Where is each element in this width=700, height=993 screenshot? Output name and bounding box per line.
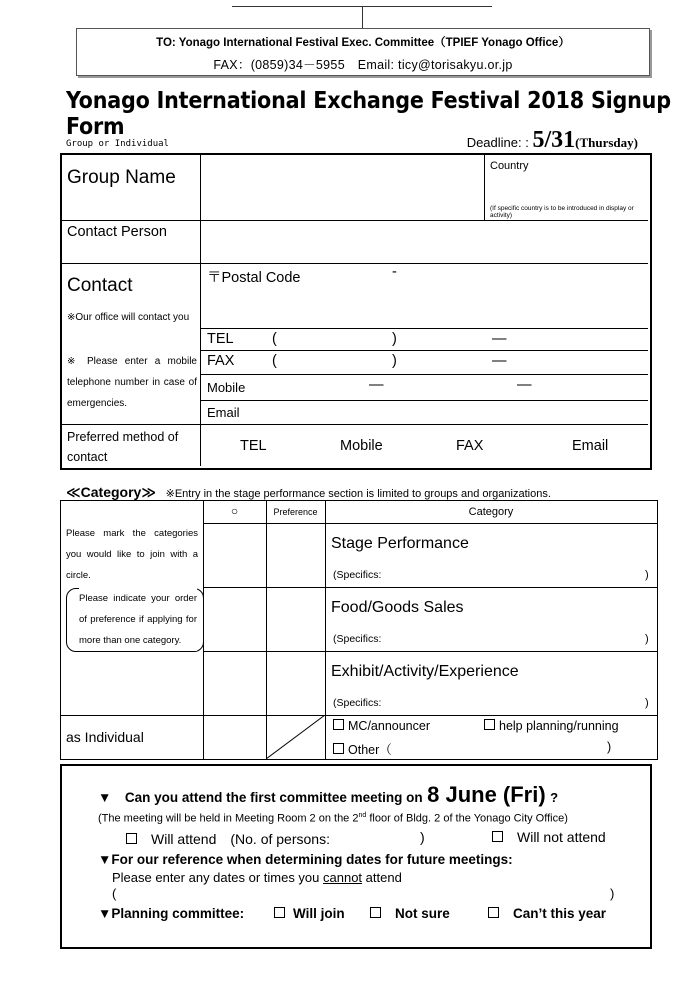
tel-label: TEL: [207, 331, 234, 347]
group-name-label: Group Name: [67, 167, 176, 188]
mobile-dash-2: —: [517, 377, 532, 393]
planning-committee-label: ▼Planning committee:: [98, 906, 245, 921]
contact-note-mobile: ※ Please enter a mobile telephone number in case of emergencies.: [67, 356, 197, 409]
method-fax[interactable]: FAX: [456, 438, 484, 454]
fax-dash: —: [492, 353, 507, 369]
recipient-line: TO: Yonago International Festival Exec. Committee（TPIEF Yonago Office）: [156, 37, 570, 49]
deadline: [467, 127, 638, 154]
recipient-box: [76, 28, 650, 76]
planning-not-sure[interactable]: Not sure: [370, 906, 450, 921]
fax-label: FAX: [207, 353, 235, 369]
other-close: ): [607, 740, 612, 754]
meeting-question: [98, 782, 558, 808]
deadline-date: 5/31: [532, 127, 576, 153]
meeting-question-text: ▼ Can you attend the first committee meeting on: [98, 790, 423, 805]
option-help-planning[interactable]: help planning/running: [484, 719, 619, 733]
tel-dash: —: [492, 331, 507, 347]
fax-paren-open: (: [272, 353, 277, 369]
meeting-date: 8 June (Fri): [427, 782, 546, 807]
food-specifics: (Specifics:: [333, 633, 382, 645]
category-table: [60, 500, 658, 760]
contact-label: Contact: [67, 275, 133, 296]
future-dates-question: ▼For our reference when determining dates for future meetings:: [98, 852, 513, 867]
form-title: Yonago International Exchange Festival 2018 Signup Form: [66, 88, 671, 140]
will-not-attend-checkbox[interactable]: [492, 831, 503, 842]
will-attend-option[interactable]: Will attend (No. of persons:: [126, 829, 330, 849]
method-mobile[interactable]: Mobile: [340, 438, 383, 454]
help-planning-checkbox[interactable]: [484, 719, 495, 730]
fax-email-line: FAX：(0859)34－5955 Email: ticy@torisakyu.or.jp: [213, 58, 513, 72]
option-mc[interactable]: MC/announcer: [333, 719, 430, 733]
category-note: ※Entry in the stage performance section is limited to groups and organizations.: [165, 488, 551, 500]
will-attend-checkbox[interactable]: [126, 833, 137, 844]
mobile-dash-1: —: [369, 377, 384, 393]
country-label: Country: [490, 160, 529, 172]
stage-specifics-close: ): [645, 569, 649, 581]
planning-cant[interactable]: Can’t this year: [488, 906, 606, 921]
col-circle-header: ○: [230, 504, 239, 518]
future-dates-paren-close: ): [610, 886, 615, 901]
fax-paren-close: ): [392, 353, 397, 369]
contact-person-label: Contact Person: [67, 224, 167, 240]
diagonal-slash: [266, 715, 326, 759]
exhibit-specifics: (Specifics:: [333, 697, 382, 709]
will-join-checkbox[interactable]: [274, 907, 285, 918]
contact-info-table: [60, 153, 652, 470]
future-dates-instruction: Please enter any dates or times you cannot attend: [112, 870, 402, 885]
future-dates-paren-open: (: [112, 886, 117, 901]
group-name-field[interactable]: [202, 157, 482, 217]
mobile-label: Mobile: [207, 380, 246, 395]
exhibit-specifics-close: ): [645, 697, 649, 709]
postal-code-dash: -: [392, 264, 397, 280]
group-or-individual-label: Group or Individual: [66, 139, 169, 149]
category-heading: [66, 484, 551, 501]
category-title: ≪Category≫: [66, 484, 156, 500]
postal-code-label: 〒Postal Code: [207, 270, 301, 286]
attend-close: ): [420, 829, 425, 845]
mc-checkbox[interactable]: [333, 719, 344, 730]
meeting-location: (The meeting will be held in Meeting Room 2 on the 2nd floor of Bldg. 2 of the Yonago City Office): [98, 812, 568, 825]
instructions-circle: Please mark the categories you would like to join with a circle.: [66, 528, 198, 581]
top-connector-stem: [362, 6, 363, 28]
future-dates-field[interactable]: [122, 886, 610, 904]
not-sure-checkbox[interactable]: [370, 907, 381, 918]
category-exhibit: Exhibit/Activity/Experience: [331, 663, 519, 680]
meeting-box: [60, 764, 652, 949]
meeting-question-mark: ?: [550, 790, 559, 805]
contact-note-office: ※Our office will contact you: [67, 312, 190, 323]
email-label: Email: [207, 405, 240, 420]
option-other[interactable]: Other（: [333, 740, 392, 758]
tel-paren-close: ): [392, 331, 397, 347]
other-checkbox[interactable]: [333, 743, 344, 754]
method-email[interactable]: Email: [572, 438, 609, 454]
instructions-preference: Please indicate your order of preference if applying for more than one category.: [79, 588, 197, 651]
category-stage: Stage Performance: [331, 535, 469, 552]
category-food: Food/Goods Sales: [331, 599, 464, 616]
as-individual-label: as Individual: [66, 729, 144, 745]
country-note: (If specific country is to be introduced in display or activity): [490, 205, 634, 219]
contact-person-field[interactable]: [202, 222, 646, 260]
col-category-header: Category: [468, 506, 514, 518]
food-specifics-close: ): [645, 633, 649, 645]
will-not-attend-option[interactable]: Will not attend: [492, 829, 606, 845]
deadline-day: (Thursday): [575, 135, 638, 150]
cant-checkbox[interactable]: [488, 907, 499, 918]
col-preference-header: Preference: [273, 507, 318, 517]
deadline-label: Deadline: :: [466, 135, 529, 150]
tel-paren-open: (: [272, 331, 277, 347]
preferred-method-label: Preferred method of contact: [67, 430, 179, 464]
method-tel[interactable]: TEL: [240, 438, 267, 454]
stage-specifics: (Specifics:: [333, 569, 382, 581]
planning-will-join[interactable]: Will join: [274, 906, 345, 921]
